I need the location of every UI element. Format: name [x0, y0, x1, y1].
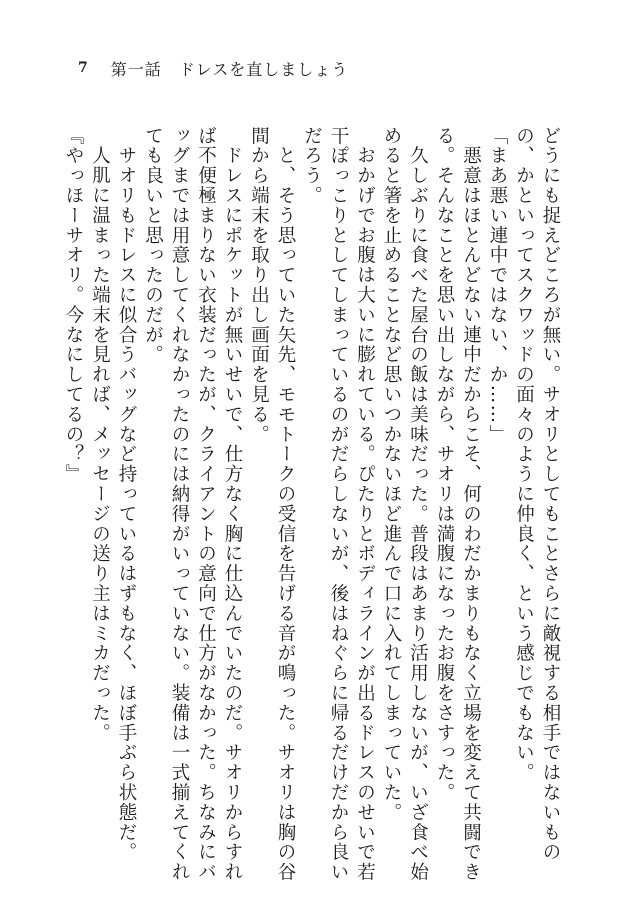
chapter-title: 第一話 ドレスを直しましょう [110, 59, 349, 79]
vertical-body-text [53, 126, 563, 886]
paragraph: どうにも捉えどころが無い。サオリとしてもことさらに敵視する相手ではないものの、かといってスクワッドの面々のように仲良く、という感じでもない。 [513, 126, 561, 863]
paragraph: 人肌に温まった端末を見れば、メッセージの送り主はミカだった。 [89, 126, 111, 743]
paragraph: サオリもドレスに似合うバッグなど持っているはずもなく、ほぼ手ぶら状態だ。 [116, 126, 137, 863]
running-head [78, 56, 348, 80]
paragraph: 「まあ悪い連中ではない、か……」 [487, 126, 508, 445]
paragraph: と、そう思っていた矢先、モモトークの受信を告げる音が鳴った。サオリは胸の谷間から端末を取り出し画面を見る。 [248, 126, 296, 883]
paragraph: 久しぶりに食べた屋台の飯は美味だった。普段はあまり活用しないが、いざ食べ始めると箸を止めることなど思いつかないほど進んで口に入れてしまっていた。 [381, 126, 429, 883]
paragraph: ドレスにポケットが無いせいで、仕方なく胸に仕込んでいたのだ。サオリからすれば不便極まりない衣装だったが、クライアントの意向で仕方がなかった。ちなみにバッグまでは用意してくれなかったのには納得がいっていない。装備は一式揃えてくれても良いと思ったのだが。 [142, 126, 243, 883]
paragraph: 悪意はほとんどない連中だからこそ、何のわだかまりもなく立場を変えて共闘できる。そんなことを思い出しながら、サオリは満腹になったお腹をさすった。 [434, 126, 482, 883]
paragraph: 『やっほーサオリ。今なにしてるの？』 [63, 126, 84, 485]
page-number: 7 [78, 60, 89, 76]
paragraph: おかげでお腹は大いに膨れている。ぴたりとボディラインが出るドレスのせいで若干ぽっこりとしてしまっているのがだらしないが、後はねぐらに帰るだけだから良いだろう。 [301, 126, 376, 883]
